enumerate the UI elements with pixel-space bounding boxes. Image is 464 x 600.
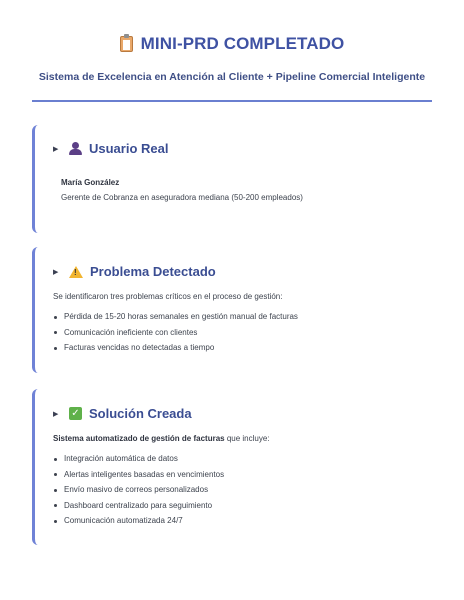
problem-list xyxy=(53,312,298,359)
page-title: MINI-PRD COMPLETADO xyxy=(140,34,345,53)
solution-list xyxy=(53,454,224,532)
person-icon xyxy=(69,142,82,155)
section-title-usuario: Usuario Real xyxy=(89,141,169,156)
header-divider xyxy=(32,100,432,102)
disclosure-triangle-icon[interactable]: ▶ xyxy=(53,268,59,276)
section-toggle-usuario[interactable] xyxy=(53,141,168,156)
user-name: María González xyxy=(61,178,120,187)
card-usuario-real xyxy=(32,125,432,233)
list-item: Comunicación ineficiente con clientes xyxy=(53,328,298,344)
list-item: Alertas inteligentes basadas en vencimientos xyxy=(53,470,224,486)
section-title-problema: Problema Detectado xyxy=(90,264,216,279)
section-toggle-problema[interactable] xyxy=(53,264,216,279)
title-row xyxy=(32,34,432,54)
solution-intro-rest: que incluye: xyxy=(224,434,270,443)
disclosure-triangle-icon[interactable]: ▶ xyxy=(53,145,59,153)
clipboard-icon xyxy=(120,36,133,52)
list-item: Pérdida de 15-20 horas semanales en gestión manual de facturas xyxy=(53,312,298,328)
page-subtitle: Sistema de Excelencia en Atención al Cliente + Pipeline Comercial Inteligente xyxy=(38,71,426,83)
disclosure-triangle-icon[interactable]: ▶ xyxy=(53,410,59,418)
section-title-solucion: Solución Creada xyxy=(89,406,192,421)
list-item: Integración automática de datos xyxy=(53,454,224,470)
user-role: Gerente de Cobranza en aseguradora mediana (50-200 empleados) xyxy=(61,193,303,202)
problem-intro: Se identificaron tres problemas críticos en el proceso de gestión: xyxy=(53,292,283,301)
list-item: Dashboard centralizado para seguimiento xyxy=(53,501,224,517)
list-item: Facturas vencidas no detectadas a tiempo xyxy=(53,343,298,359)
solution-intro-bold: Sistema automatizado de gestión de facturas xyxy=(53,434,225,443)
section-toggle-solucion[interactable] xyxy=(53,406,192,421)
solution-intro xyxy=(53,434,270,444)
document-header xyxy=(32,34,432,83)
check-icon: ✓ xyxy=(69,407,82,420)
list-item: Envío masivo de correos personalizados xyxy=(53,485,224,501)
list-item: Comunicación automatizada 24/7 xyxy=(53,516,224,532)
warning-icon: ! xyxy=(69,266,83,278)
card-problema-detectado xyxy=(32,247,432,373)
card-solucion-creada xyxy=(32,389,432,545)
